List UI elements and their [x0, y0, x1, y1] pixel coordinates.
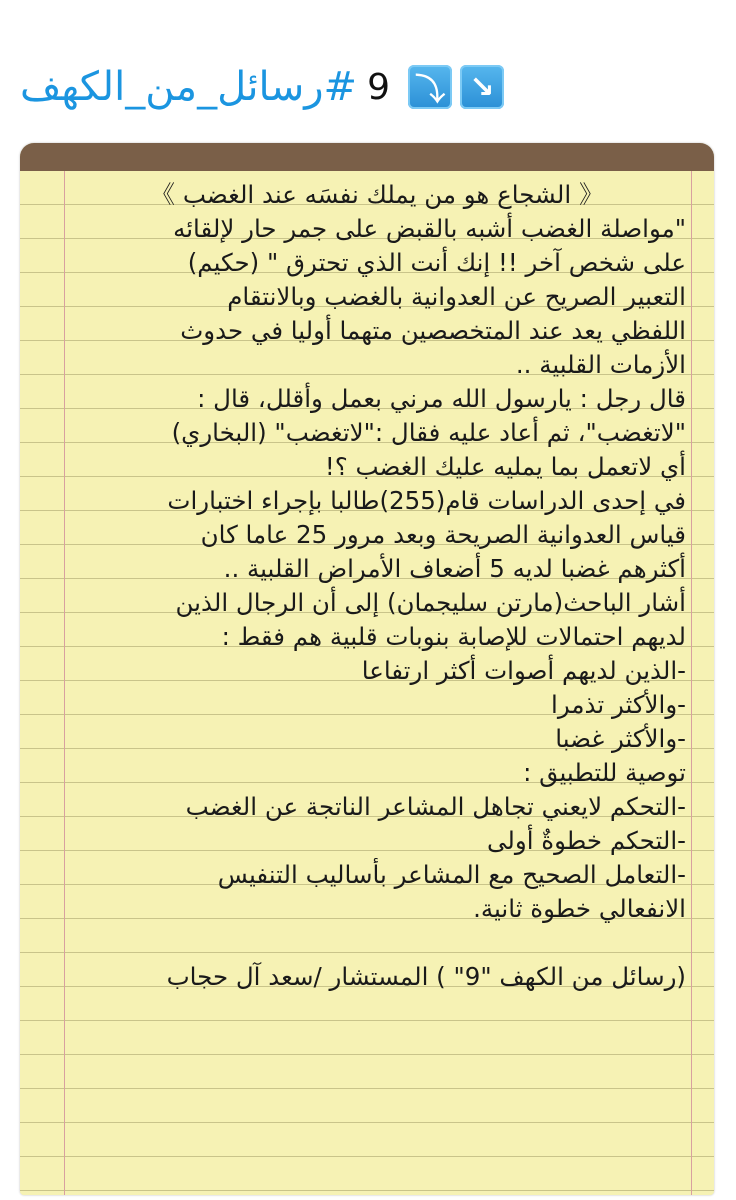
note-line: "لاتغضب"، ثم أعاد عليه فقال :"لاتغضب" (البخاري)	[171, 418, 686, 447]
title-number: 9	[367, 66, 390, 108]
note-line: -التحكم لايعني تجاهل المشاعر الناتجة عن الغضب	[185, 792, 686, 821]
note-line: اللفظي يعد عند المتخصصين متهما أوليا في حدوث	[180, 316, 686, 345]
note-line: قياس العدوانية الصريحة وبعد مرور 25 عاما كان	[200, 520, 686, 549]
note-line: في إحدى الدراسات قام(255)طالبا بإجراء اختبارات	[167, 486, 686, 515]
note-line: أشار الباحث(مارتن سليجمان) إلى أن الرجال الذين	[175, 588, 686, 617]
note-line: الأزمات القلبية ..	[515, 350, 686, 379]
note-line: "مواصلة الغضب أشبه بالقبض على جمر حار لإلقائه	[173, 214, 686, 243]
note-line: أكثرهم غضبا لديه 5 أضعاف الأمراض القلبية ..	[223, 554, 686, 583]
arrow-down-curved-icon: ⤵	[408, 65, 452, 109]
note-line: أي لاتعمل بما يمليه عليك الغضب ؟!	[324, 452, 686, 481]
note-line: التعبير الصريح عن العدوانية بالغضب وبالانتقام	[227, 282, 686, 311]
notepad-image	[20, 143, 714, 1195]
note-signature: (رسائل من الكهف "9" ) المستشار /سعد آل حجاب	[166, 962, 686, 991]
note-line: -الذين لديهم أصوات أكثر ارتفاعا	[361, 656, 686, 685]
hashtag-link[interactable]: #رسائل_من_الكهف	[20, 64, 358, 110]
note-line-blank	[68, 926, 686, 960]
note-line: -التعامل الصحيح مع المشاعر بأساليب التنفيس	[217, 860, 686, 889]
arrow-down-right-icon: ↘	[460, 65, 504, 109]
note-line: توصية للتطبيق :	[523, 758, 686, 787]
note-line: الانفعالي خطوة ثانية.	[473, 894, 686, 923]
note-line: قال رجل : يارسول الله مرني بعمل وأقلل، قال :	[197, 384, 686, 413]
note-line: على شخص آخر !! إنك أنت الذي تحترق " (حكيم)	[187, 248, 686, 277]
post-title	[20, 52, 714, 122]
margin-line-right	[691, 171, 692, 1195]
note-line: -والأكثر غضبا	[555, 724, 686, 753]
note-line: لديهم احتمالات للإصابة بنوبات قلبية هم فقط :	[221, 622, 686, 651]
notepad-text	[68, 178, 686, 994]
notepad-header-band	[20, 143, 714, 171]
margin-line-left	[64, 171, 65, 1195]
note-line: -التحكم خطوةٌ أولى	[487, 826, 686, 855]
note-heading: 《 الشجاع هو من يملك نفسَه عند الغضب 》	[150, 180, 604, 209]
note-line: -والأكثر تذمرا	[551, 690, 686, 719]
